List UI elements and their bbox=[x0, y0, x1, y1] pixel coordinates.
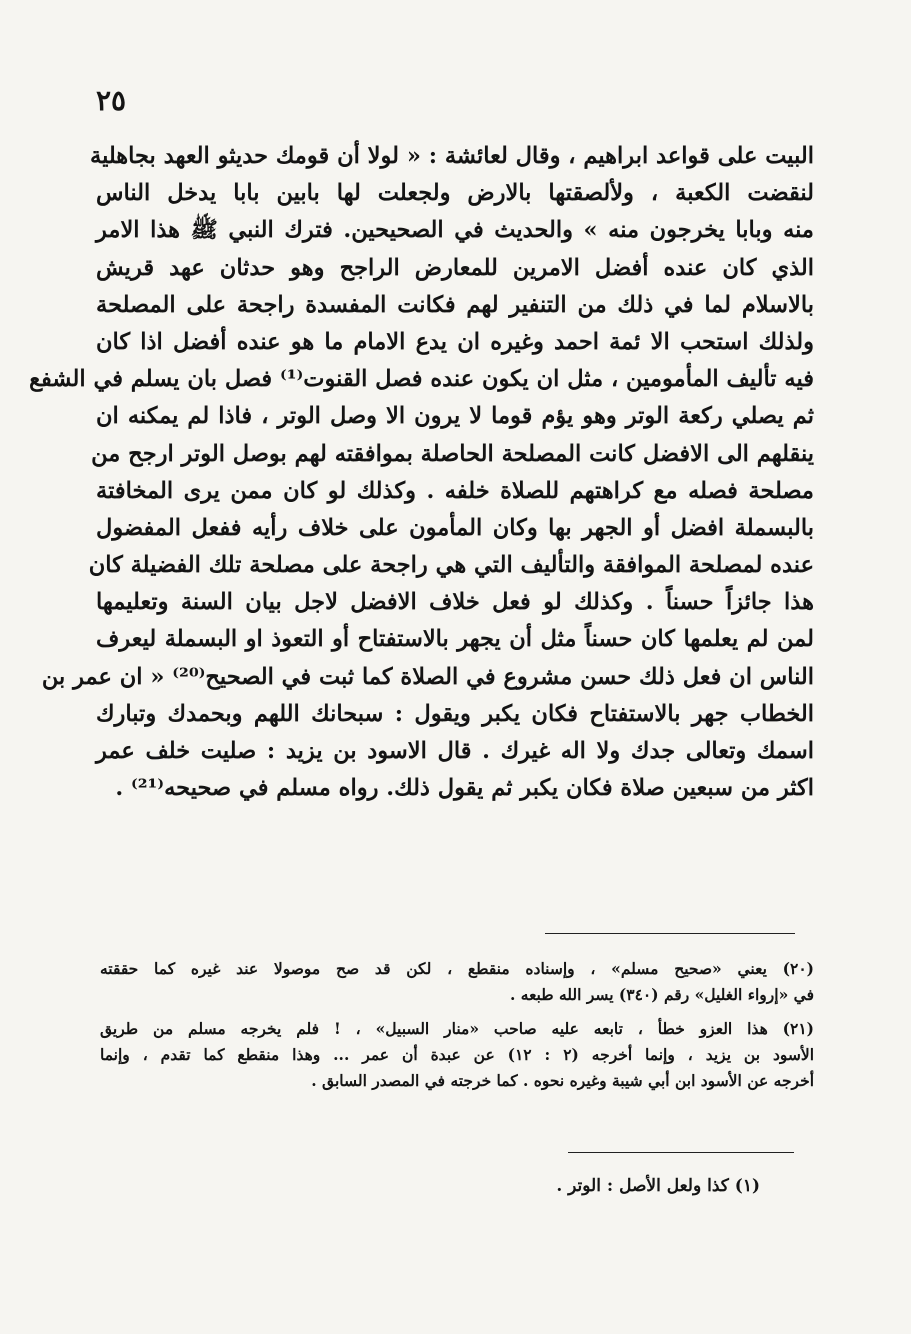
body-line: اكثر من سبعين صلاة فكان يكبر ثم يقول ذلك. رواه مسلم في صحيحه⁽²¹⁾ . bbox=[115, 775, 814, 802]
footnotes bbox=[100, 956, 814, 1102]
main-body-text bbox=[29, 138, 814, 807]
body-line: الذي كان عنده أفضل الامرين للمعارض الراجح وهو حدثان عهد قريش bbox=[96, 254, 814, 281]
body-line: بالبسملة افضل أو الجهر بها وكان المأمون على خلاف رأيه ففعل المفضول bbox=[96, 514, 814, 541]
body-line: بالاسلام لما في ذلك من التنفير لهم فكانت المفسدة راجحة على المصلحة bbox=[96, 291, 814, 318]
footnote-line: (٢٠) يعني «صحيح مسلم» ، وإسناده منقطع ، لكن قد صح موصولا عند غيره كما حققته bbox=[100, 959, 814, 978]
body-line: هذا جائزاً حسناً . وكذلك لو فعل خلاف الافضل لاجل بيان السنة وتعليمها bbox=[96, 589, 814, 616]
footnote-line: (٢١) هذا العزو خطأ ، تابعه عليه صاحب «منار السبيل» ، ! فلم يخرجه مسلم من طريق bbox=[100, 1019, 814, 1038]
body-line: منه وبابا يخرجون منه » والحديث في الصحيحين. فترك النبي ﷺ هذا الامر bbox=[96, 217, 814, 244]
body-line: لمن لم يعلمها كان حسناً مثل أن يجهر بالاستفتاح أو التعوذ او البسملة ليعرف bbox=[96, 626, 814, 653]
body-line: اسمك وتعالى جدك ولا اله غيرك . قال الاسود بن يزيد : صليت خلف عمر bbox=[96, 738, 814, 764]
body-line: لنقضت الكعبة ، ولألصقتها بالارض ولجعلت لها بابين بابا يدخل الناس bbox=[96, 180, 814, 207]
body-line: البيت على قواعد ابراهيم ، وقال لعائشة : « لولا أن قومك حديثو العهد بجاهلية bbox=[90, 143, 814, 169]
body-line: مصلحة فصله مع كراهتهم للصلاة خلفه . وكذلك لو كان ممن يرى المخافتة bbox=[96, 477, 814, 504]
editor-note-divider bbox=[568, 1152, 794, 1153]
page-number: ٢٥ bbox=[96, 84, 127, 117]
body-line: الناس ان فعل ذلك حسن مشروع في الصلاة كما ثبت في الصحيح⁽²⁰⁾ « ان عمر بن bbox=[41, 663, 814, 690]
footnote-line: الأسود بن يزيد ، وإنما أخرجه (٢ : ١٢) عن عبدة أن عمر ... وهذا منقطع كما تقدم ، وإنما bbox=[100, 1045, 815, 1064]
editor-note: (١) كذا ولعل الأصل : الوتر . bbox=[556, 1176, 760, 1196]
footnote-21 bbox=[100, 1016, 814, 1094]
body-line: عنده لمصلحة الموافقة والتأليف التي هي راجحة على مصلحة تلك الفضيلة كان bbox=[88, 552, 814, 579]
footnote-20 bbox=[100, 956, 814, 1008]
footnote-line: في «إرواء الغليل» رقم (٣٤٠) يسر الله طبعه . bbox=[509, 985, 814, 1004]
footnote-divider bbox=[545, 933, 795, 934]
body-line: فيه تأليف المأمومين ، مثل ان يكون عنده فصل القنوت⁽¹⁾ فصل بان يسلم في الشفع bbox=[29, 366, 814, 393]
footnote-line: أخرجه عن الأسود ابن أبي شيبة وغيره نحوه . كما خرجته في المصدر السابق . bbox=[311, 1071, 814, 1090]
body-line: ولذلك استحب الا ئمة احمد وغيره ان يدع الامام ما هو عنده أفضل اذا كان bbox=[96, 328, 814, 355]
body-line: الخطاب جهر بالاستفتاح فكان يكبر ويقول : سبحانك اللهم وبحمدك وتبارك bbox=[96, 700, 814, 727]
body-line: ينقلهم الى الافضل كانت المصلحة الحاصلة بموافقته لهم بوصل الوتر ارجح من bbox=[91, 440, 814, 467]
body-line: ثم يصلي ركعة الوتر وهو يؤم قوما لا يرون الا وصل الوتر ، فاذا لم يمكنه ان bbox=[96, 403, 814, 430]
